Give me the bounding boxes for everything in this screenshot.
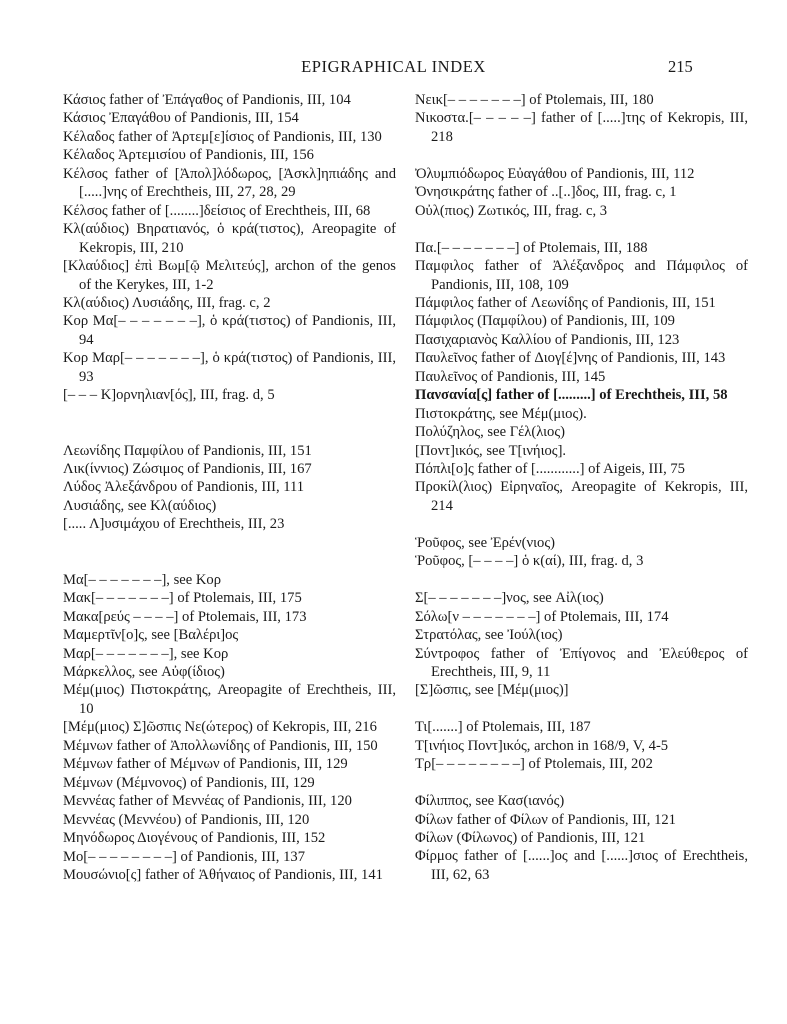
index-entry: Κέλσος father of [........]δείσιος of Erechtheis, III, 68 [63, 202, 371, 219]
index-column-right [415, 91, 748, 884]
index-entry: Πανσανία[ς] father of [.........] of Erechtheis, III, 58 [415, 387, 728, 404]
page-header [0, 57, 787, 79]
index-entry: Σ[– – – – – – –]νος, see Αἰλ(ιος) [415, 590, 604, 607]
index-entry: Μέμ(μιος) Πιστοκράτης, Areopagite of Erechtheis, III, 10 [63, 682, 396, 717]
section-gap [63, 405, 396, 423]
index-entry: [Κλαύδιος] ἐπὶ Βωμ[ῷ Μελιτεύς], archon of the genos of the Kerykes, III, 1-2 [63, 258, 396, 293]
index-entry: Πολύζηλος, see Γέλ(λιος) [415, 424, 565, 441]
index-entry: [..... Λ]υσιμάχου of Erechtheis, III, 23 [63, 516, 285, 533]
index-entry: Σύντροφος father of Ἐπίγονος and Ἐλεύθερος of Erechtheis, III, 9, 11 [415, 645, 748, 680]
index-entry: Οὐλ(πιος) Ζωτικός, III, frag. c, 3 [415, 202, 608, 219]
index-entry: Παυλεῖνος of Pandionis, III, 145 [415, 368, 606, 385]
index-entry: Μαμερτῖν[ο]ς, see [Βαλέρι]ος [63, 627, 239, 644]
index-entry: Πα.[– – – – – – –] of Ptolemais, III, 188 [415, 239, 648, 256]
index-entry: Κάσιος Ἐπαγάθου of Pandionis, III, 154 [63, 110, 299, 127]
index-entry: Κέλαδος father of Ἀρτεμ[ε]ίσιος of Pandionis, III, 130 [63, 128, 382, 145]
index-entry: Μα[– – – – – – –], see Κορ [63, 571, 222, 588]
section-gap [63, 423, 396, 441]
index-entry: Νεικ[– – – – – – –] of Ptolemais, III, 180 [415, 92, 654, 108]
index-entry: Τ[ινήιος Ποντ]ικός, archon in 168/9, V, 4-5 [415, 737, 669, 754]
index-entry: Πάμφιλος father of Λεωνίδης of Pandionis, III, 151 [415, 294, 716, 311]
index-entry: Κορ Μαρ[– – – – – – –], ὁ κρά(τιστος) of Pandionis, III, 93 [63, 350, 396, 385]
index-entry: Κάσιος father of Ἐπάγαθος of Pandionis, III, 104 [63, 92, 351, 108]
section-gap [415, 146, 748, 164]
index-entry: Προκίλ(λιος) Εἰρηναῖος, Areopagite of Kekropis, III, 214 [415, 479, 748, 514]
index-entry: Ὀνησικράτης father of ..[..]δος, III, frag. c, 1 [415, 184, 677, 201]
index-entry: Μαρ[– – – – – – –], see Κορ [63, 645, 229, 662]
index-entry: Μηνόδωρος Διογένους of Pandionis, III, 152 [63, 830, 326, 847]
page-number: 215 [668, 57, 693, 76]
index-entry: Μέμνων father of Μέμνων of Pandionis, III, 129 [63, 756, 348, 773]
section-gap [415, 700, 748, 718]
index-entry: Μάρκελλος, see Αὐφ(ίδιος) [63, 663, 225, 680]
index-entry: [Ποντ]ικός, see Τ[ινήιος]. [415, 442, 567, 459]
index-entry: [– – – Κ]ορνηλιαν[ός], III, frag. d, 5 [63, 387, 275, 404]
index-entry: Μεννέας (Μεννέου) of Pandionis, III, 120 [63, 811, 310, 828]
index-entry: Κέλσος father of [Ἀπολ]λόδωρος, [Ἀσκλ]ηπιάδης and [.....]νης of Erechtheis, III, 27, 28, 29 [63, 165, 396, 201]
index-entry: Μακ[– – – – – – –] of Ptolemais, III, 175 [63, 590, 302, 607]
index-entry: Λικ(ίννιος) Ζώσιμος of Pandionis, III, 167 [63, 461, 312, 478]
section-gap [415, 515, 748, 533]
index-entry: Μέμνων (Μέμνονος) of Pandionis, III, 129 [63, 774, 315, 791]
index-entry: Τρ[– – – – – – – –] of Ptolemais, III, 202 [415, 756, 653, 773]
index-entry: Μουσώνιο[ς] father of Ἀθήναιος of Pandionis, III, 141 [63, 866, 383, 883]
index-entry: Πιστοκράτης, see Μέμ(μιος). [415, 405, 587, 422]
index-entry: Πασιχαριανὸς Καλλίου of Pandionis, III, 123 [415, 331, 680, 348]
index-entry: Παυλεῖνος father of Διογ[έ]νης of Pandionis, III, 143 [415, 350, 726, 367]
index-entry: Σόλω[ν – – – – – – –] of Ptolemais, III, 174 [415, 608, 669, 625]
index-entry: Ῥοῦφος, see Ἐρέν(νιος) [415, 534, 555, 551]
section-gap [63, 534, 396, 552]
index-entry: [Σ]ῶσπις, see [Μέμ(μιος)] [415, 682, 569, 699]
index-entry: Φίλων (Φίλωνος) of Pandionis, III, 121 [415, 830, 646, 847]
index-entry: Λεωνίδης Παμφίλου of Pandionis, III, 151 [63, 442, 312, 459]
section-gap [415, 571, 748, 589]
index-entry: Κέλαδος Ἀρτεμισίου of Pandionis, III, 156 [63, 147, 314, 164]
index-entry: Λυσιάδης, see Κλ(αύδιος) [63, 497, 217, 514]
index-entry: Πάμφιλος (Παμφίλου) of Pandionis, III, 109 [415, 313, 675, 330]
index-entry: Ῥοῦφος, [– – – –] ὁ κ(αί), III, frag. d, 3 [415, 553, 644, 570]
section-gap [63, 552, 396, 570]
section-gap [415, 220, 748, 238]
index-entry: Ὀλυμπιόδωρος Εὐαγάθου of Pandionis, III, 112 [415, 165, 695, 182]
index-entry: Μο[– – – – – – – –] of Pandionis, III, 137 [63, 848, 305, 865]
index-entry: [Μέμ(μιος) Σ]ῶσπις Νε(ώτερος) of Kekropis, III, 216 [63, 719, 377, 736]
index-entry: Κορ Μα[– – – – – – –], ὁ κρά(τιστος) of Pandionis, III, 94 [63, 313, 396, 348]
index-entry: Πόπλι[ο]ς father of [............] of Aigeis, III, 75 [415, 461, 685, 478]
index-column-left [63, 91, 396, 884]
index-entry: Κλ(αύδιος) Λυσιάδης, III, frag. c, 2 [63, 294, 271, 311]
index-entry: Φίλιππος, see Κασ(ιανός) [415, 793, 565, 810]
index-entry: Τι[.......] of Ptolemais, III, 187 [415, 719, 591, 736]
index-entry: Παμφιλος father of Ἀλέξανδρος and Πάμφιλος of Pandionis, III, 108, 109 [415, 258, 748, 293]
index-entry: Φίλων father of Φίλων of Pandionis, III, 121 [415, 811, 676, 828]
index-entry: Μεννέας father of Μεννέας of Pandionis, III, 120 [63, 793, 352, 810]
index-entry: Λύδος Ἀλεξάνδρου of Pandionis, III, 111 [63, 479, 305, 496]
index-entry: Μακα[ρεύς – – – –] of Ptolemais, III, 173 [63, 608, 307, 625]
index-entry: Μέμνων father of Ἀπολλωνίδης of Pandionis, III, 150 [63, 737, 378, 754]
index-entry: Νικοστα.[– – – – –] father of [.....]της of Kekropis, III, 218 [415, 110, 748, 145]
index-entry: Κλ(αύδιος) Βηρατιανός, ὁ κρά(τιστος), Areopagite of Kekropis, III, 210 [63, 221, 396, 256]
index-entry: Στρατόλας, see Ἰούλ(ιος) [415, 627, 563, 644]
index-entry: Φίρμος father of [......]ος and [......]σιος of Erechtheis, III, 62, 63 [415, 848, 748, 883]
running-title: EPIGRAPHICAL INDEX [301, 57, 486, 76]
section-gap [415, 774, 748, 792]
